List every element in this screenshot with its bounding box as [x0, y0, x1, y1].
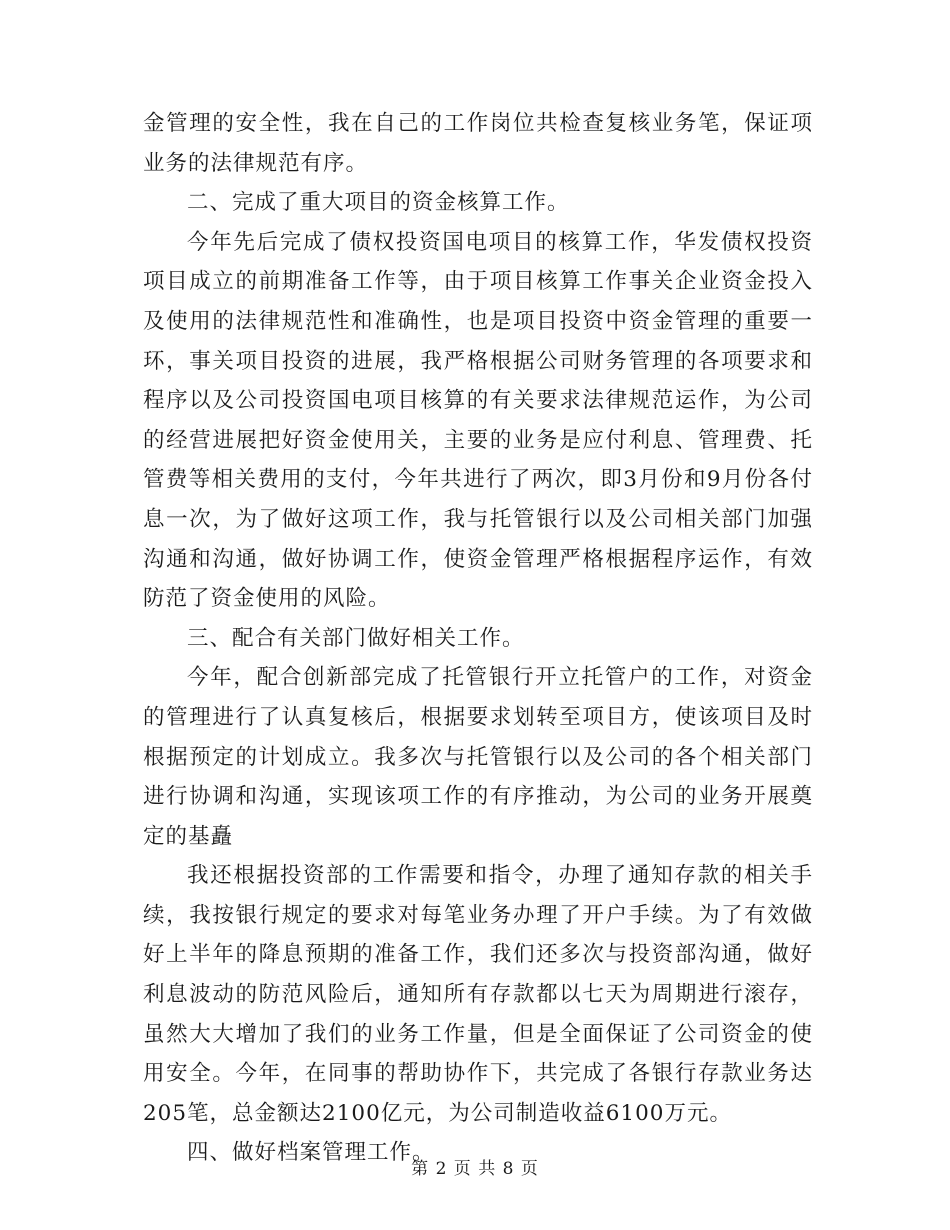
paragraph-continuation: 金管理的安全性，我在自己的工作岗位共检查复核业务笔，保证项业务的法律规范有序。 — [143, 111, 813, 176]
section-heading-3: 三、配合有关部门做好相关工作。 — [187, 625, 525, 651]
paragraph-custody-account: 今年，配合创新部完成了托管银行开立托管户的工作，对资金的管理进行了认真复核后，根据要求划转至项目方，使该项目及时根据预定的计划成立。我多次与托管银行以及公司的各个相关部门进行协调和沟通，实现该项工作的有序推动，为公司的业务开展奠定的基矗 — [143, 665, 813, 849]
section-heading-2: 二、完成了重大项目的资金核算工作。 — [187, 190, 570, 216]
section-heading-4: 四、做好档案管理工作。 — [187, 1140, 435, 1166]
page-footer: 第 2 页 共 8 页 — [411, 1159, 539, 1179]
paragraph-notice-deposit: 我还根据投资部的工作需要和指令，办理了通知存款的相关手续，我按银行规定的要求对每笔业务办理了开户手续。为了有效做好上半年的降息预期的准备工作，我们还多次与投资部沟通，做好利息波动的防范风险后，通知所有存款都以七天为周期进行滚存，虽然大大增加了我们的业务工作量，但是全面保证了公司资金的使用安全。今年，在同事的帮助协作下，共完成了各银行存款业务达205笔，总金额达2100亿元，为公司制造收益6100万元。 — [143, 863, 813, 1126]
paragraph-project-accounting: 今年先后完成了债权投资国电项目的核算工作，华发债权投资项目成立的前期准备工作等，由于项目核算工作事关企业资金投入及使用的法律规范性和准确性，也是项目投资中资金管理的重要一环，事关项目投资的进展，我严格根据公司财务管理的各项要求和程序以及公司投资国电项目核算的有关要求法律规范运作，为公司的经营进展把好资金使用关，主要的业务是应付利息、管理费、托管费等相关费用的支付，今年共进行了两次，即3月份和9月份各付息一次，为了做好这项工作，我与托管银行以及公司相关部门加强沟通和沟通，做好协调工作，使资金管理严格根据程序运作，有效防范了资金使用的风险。 — [143, 229, 813, 612]
document-body — [143, 104, 813, 1173]
